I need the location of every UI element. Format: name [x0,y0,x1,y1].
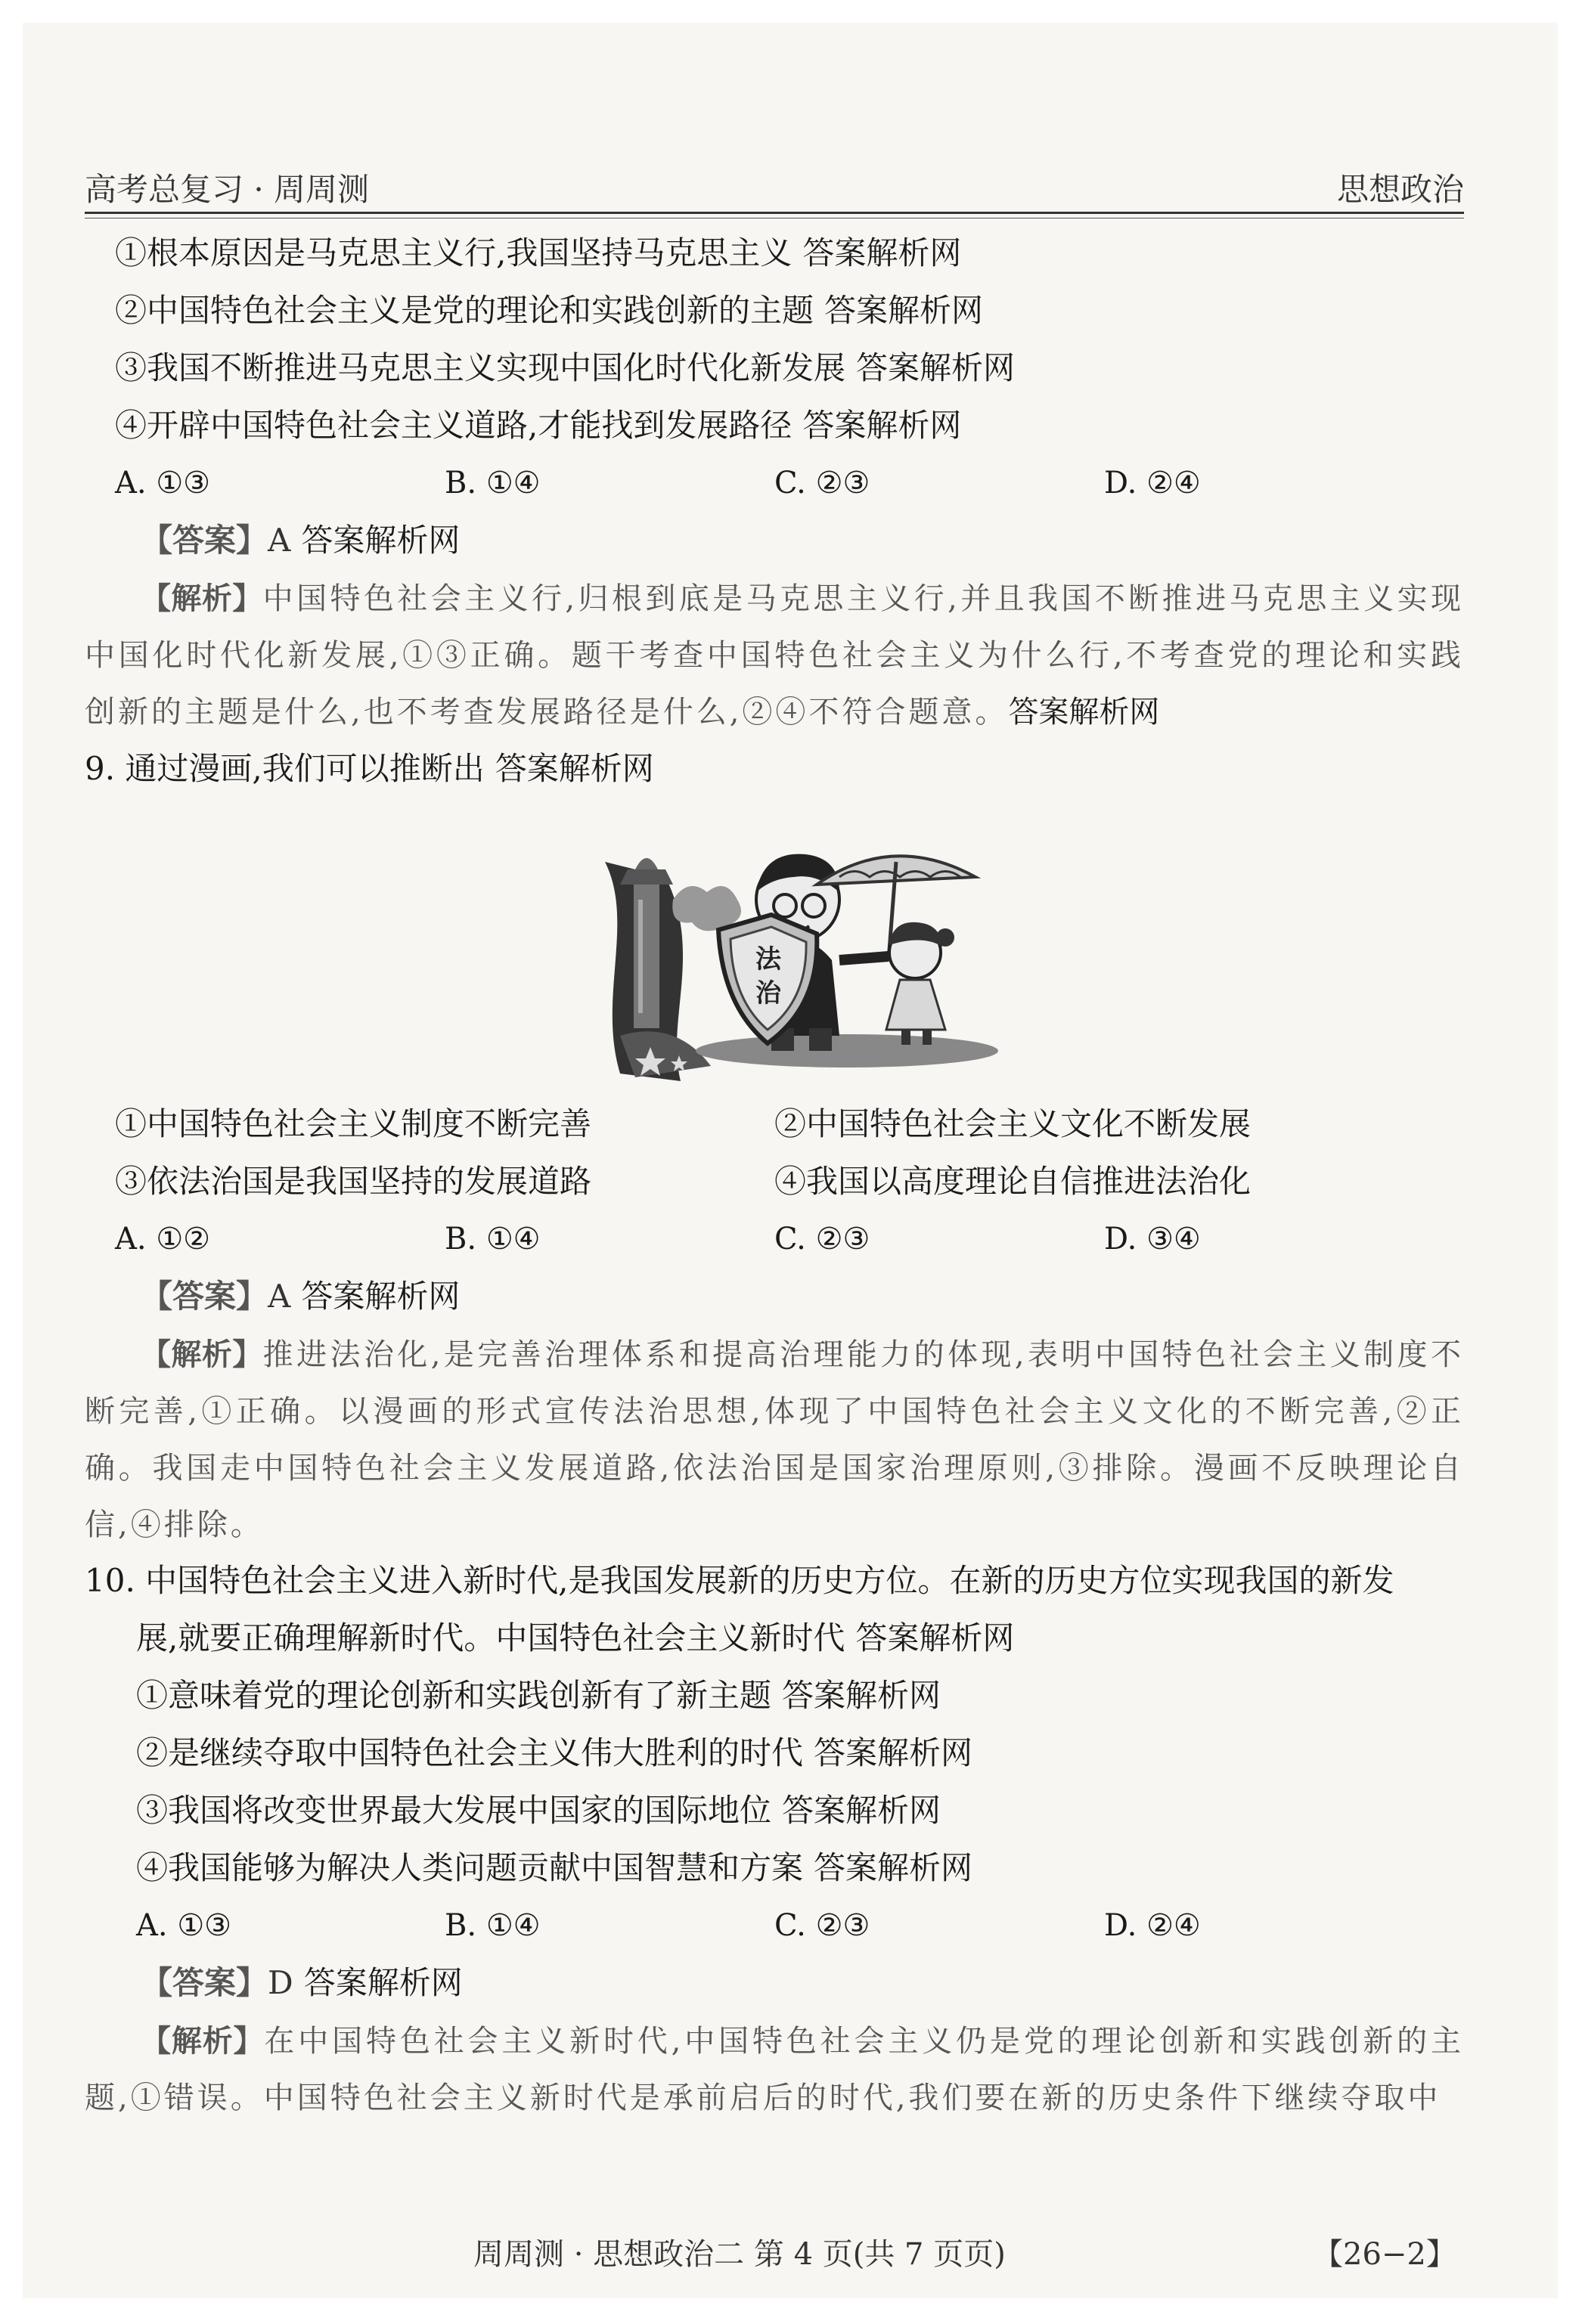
watermark-text: 答案解析网 [814,1734,973,1771]
q10-option-b: B. ①④ [445,1908,541,1943]
q9-stem: 9. 通过漫画,我们可以推断出 答案解析网 [85,750,654,787]
watermark-text: 答案解析网 [782,1792,941,1829]
q8-statement-2: ②中国特色社会主义是党的理论和实践创新的主题 答案解析网 [115,292,984,329]
watermark-text: 答案解析网 [824,292,984,329]
q9-answer: 【答案】A 答案解析网 [141,1278,461,1315]
q10-statement-2: ②是继续夺取中国特色社会主义伟大胜利的时代 答案解析网 [136,1734,973,1771]
comic-shield-text-1: 法 [755,944,781,975]
q8-option-d: D. ②④ [1104,466,1201,500]
watermark-text: 答案解析网 [495,750,654,787]
q9-statement-3: ③依法治国是我国坚持的发展道路 [115,1163,592,1200]
watermark-text: 答案解析网 [802,234,962,271]
q8-option-b: B. ①④ [445,466,541,500]
q9-option-d: D. ③④ [1104,1222,1201,1257]
q10-statement-4: ④我国能够为解决人类问题贡献中国智慧和方案 答案解析网 [136,1849,973,1886]
watermark-text: 答案解析网 [782,1677,941,1714]
q8-statement-1: ①根本原因是马克思主义行,我国坚持马克思主义 答案解析网 [115,234,962,271]
q8-explanation: 【解析】中国特色社会主义行,归根到底是马克思主义行,并且我国不断推进马克思主义实现中国化时代化新发展,①③正确。题干考查中国特色社会主义为什么行,不考查党的理论和实践创新的主题是什么,也不考查发展路径是什么,②④不符合题意。答案解析网 [85,581,1464,730]
watermark-text: 答案解析网 [303,1964,463,2001]
q10-option-c: C. ②③ [774,1908,870,1943]
q10-stem-line-2: 展,就要正确理解新时代。中国特色社会主义新时代 答案解析网 [136,1619,1015,1656]
q8-option-c: C. ②③ [774,466,870,500]
q10-option-a: A. ①③ [136,1908,232,1943]
q8-answer: 【答案】A 答案解析网 [141,522,461,559]
page-header [85,165,1464,210]
q10-answer: 【答案】D 答案解析网 [141,1964,463,2001]
q8-statement-4: ④开辟中国特色社会主义道路,才能找到发展路径 答案解析网 [115,407,962,444]
rule-of-law-comic [590,832,998,1081]
q10-statement-3: ③我国将改变世界最大发展中国家的国际地位 答案解析网 [136,1792,941,1829]
watermark-text: 答案解析网 [802,407,962,444]
page-code: 【26−2】 [1313,2237,1456,2272]
q10-option-d: D. ②④ [1104,1908,1201,1943]
q9-explanation: 【解析】推进法治化,是完善治理体系和提高治理能力的体现,表明中国特色社会主义制度不断完善,①正确。以漫画的形式宣传法治思想,体现了中国特色社会主义文化的不断完善,②正确。我国走中国特色社会主义发展道路,依法治国是国家治理原则,③排除。漫画不反映理论自信,④排除。 [85,1337,1464,1542]
q9-statement-2: ②中国特色社会主义文化不断发展 [774,1105,1252,1142]
q8-option-a: A. ①③ [115,466,211,500]
q10-explanation: 【解析】在中国特色社会主义新时代,中国特色社会主义仍是党的理论创新和实践创新的主题,①错误。中国特色社会主义新时代是承前启后的时代,我们要在新的历史条件下继续夺取中 [85,2023,1465,2115]
series-title: 高考总复习 · 周周测 [85,171,370,208]
page-footer: 周周测 · 思想政治二 第 4 页(共 7 页页) [473,2237,1006,2272]
q9-option-c: C. ②③ [774,1222,870,1257]
watermark-text: 答案解析网 [856,349,1016,386]
comic-shield-text-2: 治 [755,978,781,1009]
subject-title: 思想政治 [1336,171,1464,208]
q10-statement-1: ①意味着党的理论创新和实践创新有了新主题 答案解析网 [136,1677,941,1714]
watermark-text: 答案解析网 [1008,695,1160,730]
q9-option-a: A. ①② [115,1222,211,1257]
q10-stem-line-1: 10. 中国特色社会主义进入新时代,是我国发展新的历史方位。在新的历史方位实现我国的新发 [85,1562,1394,1599]
header-rule [85,212,1464,214]
q9-statement-1: ①中国特色社会主义制度不断完善 [115,1105,592,1142]
watermark-text: 答案解析网 [855,1619,1015,1656]
watermark-text: 答案解析网 [301,1278,461,1315]
watermark-text: 答案解析网 [814,1849,973,1886]
watermark-text: 答案解析网 [301,522,461,559]
q9-option-b: B. ①④ [445,1222,541,1257]
q9-statement-4: ④我国以高度理论自信推进法治化 [774,1163,1252,1200]
q8-statement-3: ③我国不断推进马克思主义实现中国化时代化新发展 答案解析网 [115,349,1016,386]
